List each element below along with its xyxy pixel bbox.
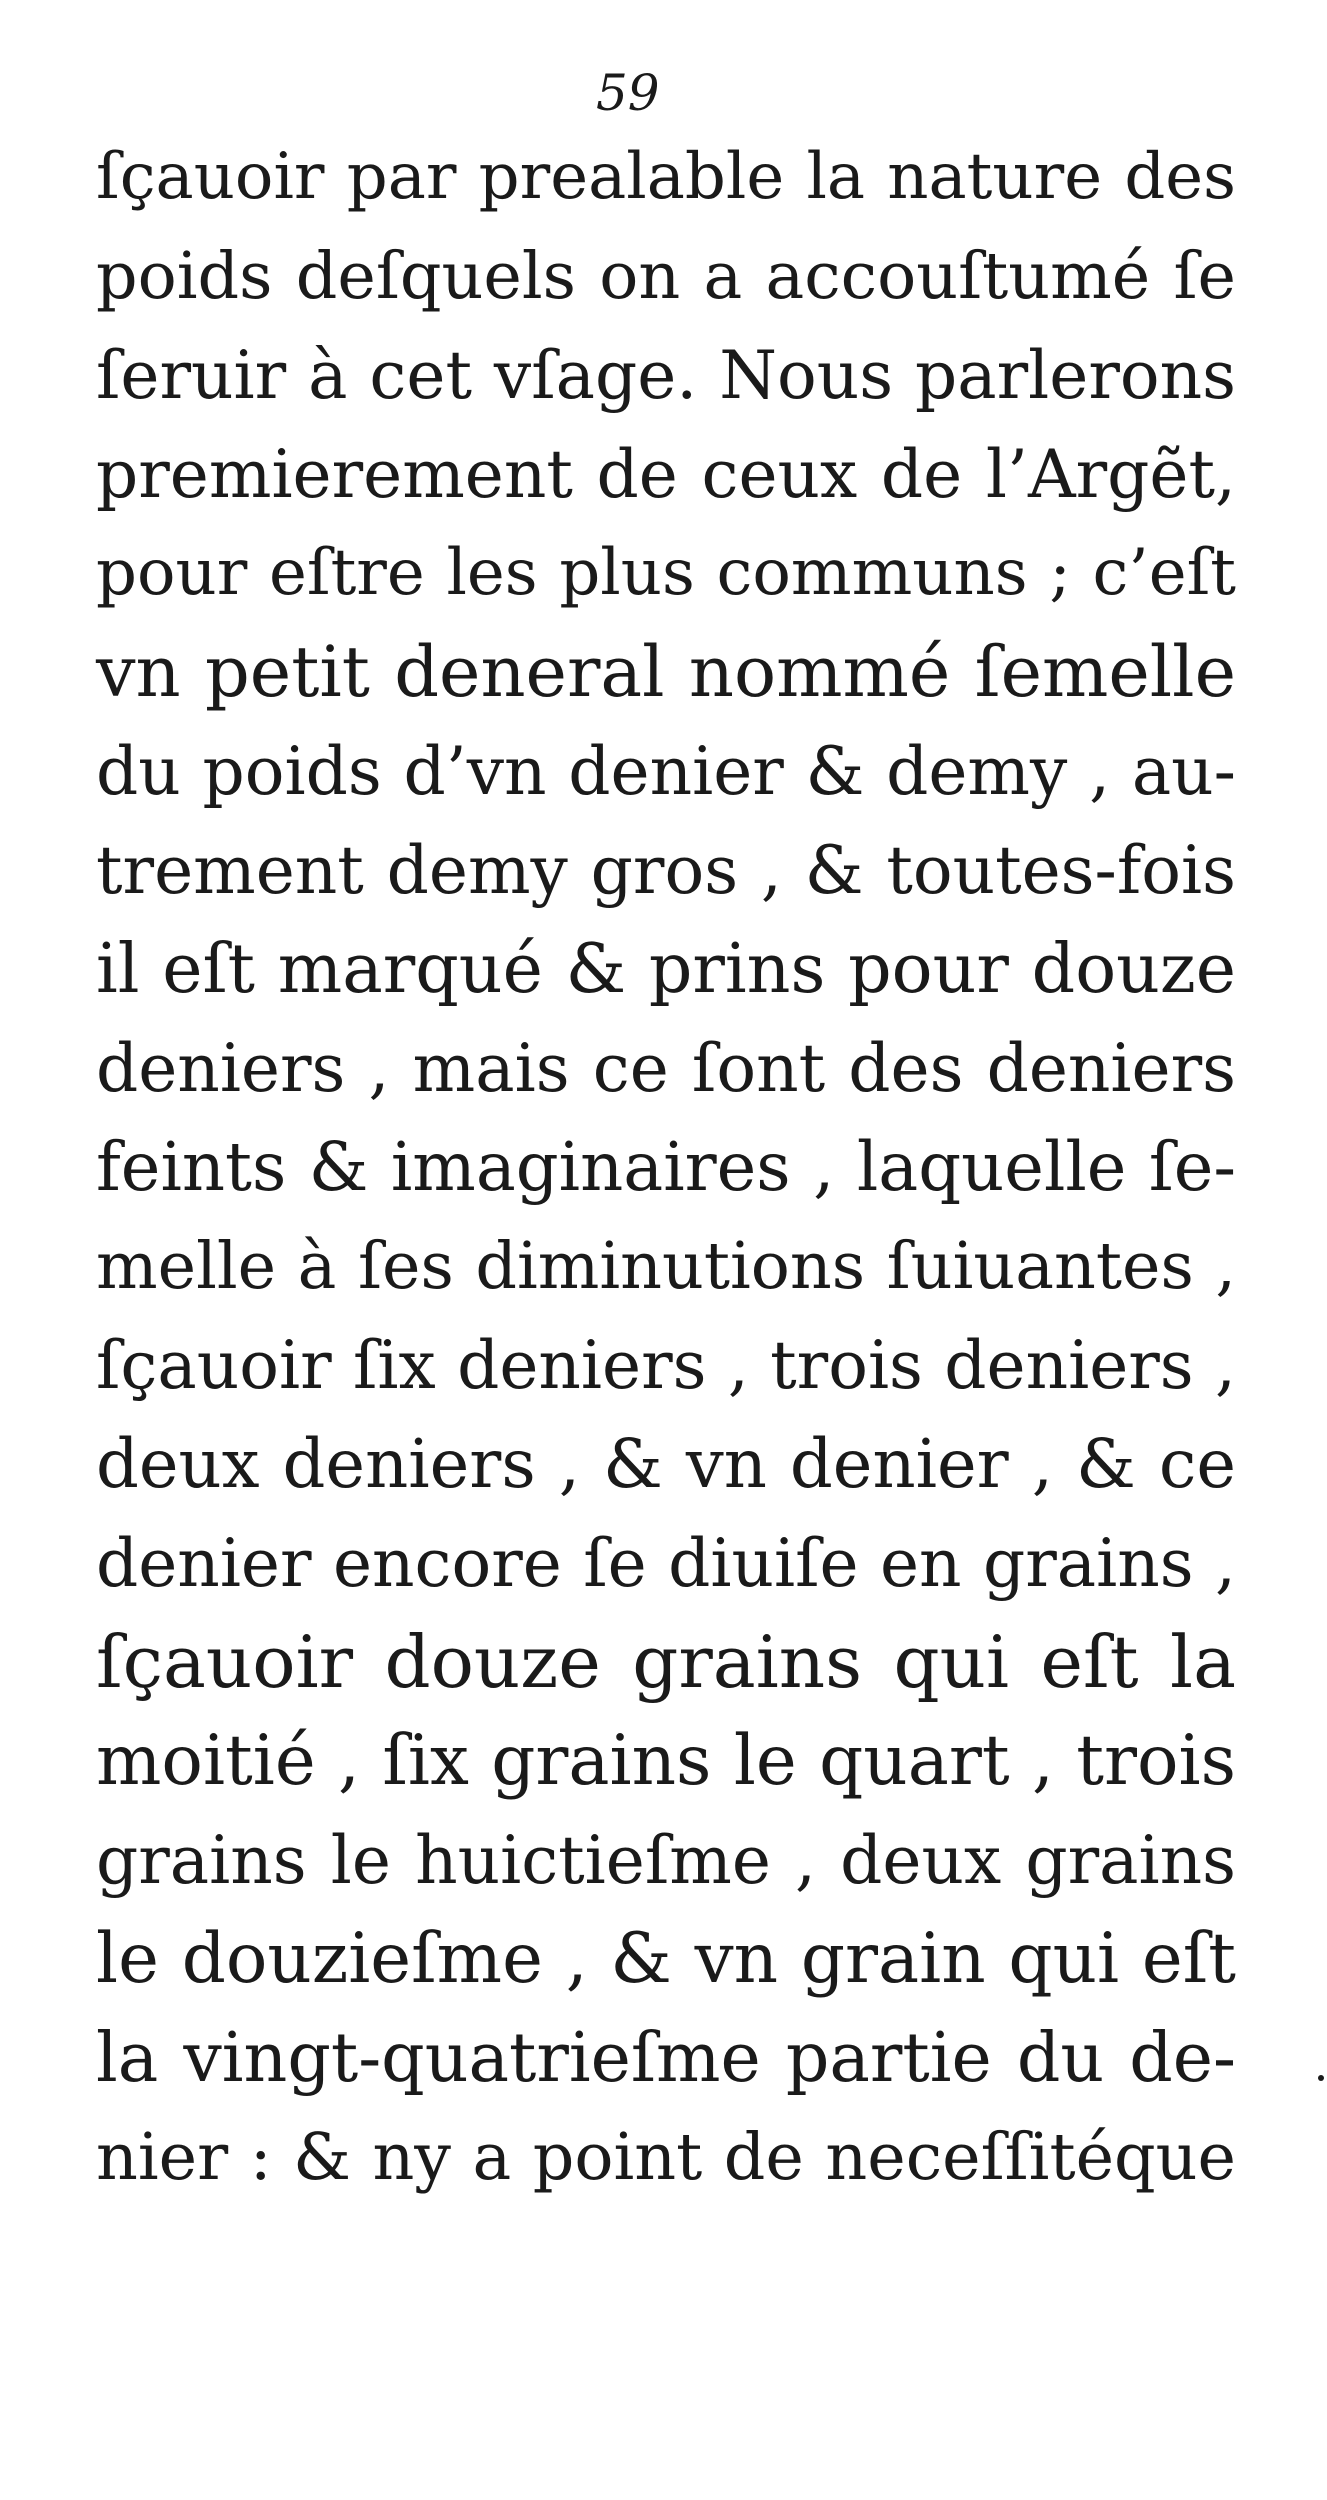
text-line: poids deſquels on a accouſtumé ſe [96, 239, 1236, 314]
text-line: le douzieſme , & vn grain qui eſt [96, 1919, 1236, 1999]
text-line: ſçauoir douze grains qui eſt la [96, 1620, 1236, 1704]
text-line: deniers , mais ce ſont des deniers [96, 1030, 1236, 1107]
text-line: moitié , ſix grains le quart , trois [96, 1721, 1236, 1801]
ink-dot [1318, 2075, 1324, 2081]
text-line: deux deniers , & vn denier , & ce [96, 1425, 1236, 1503]
body-text [96, 128, 1236, 2207]
text-line: ſçauoir par prealable la nature des [96, 140, 1236, 214]
text-line: premierement de ceux de l’Argẽt, [96, 436, 1236, 513]
text-line: denier encore ſe diuiſe en grains , [96, 1525, 1236, 1602]
text-line: melle à ſes diminutions ſuiuantes , [96, 1229, 1236, 1304]
text-line: ſeruir à cet vſage. Nous parlerons [96, 337, 1236, 414]
text-line: vn petit deneral nommé ſemelle [96, 631, 1236, 713]
text-line: la vingt-quatrieſme partie du de- [96, 2019, 1236, 2098]
text-line: trement demy gros , & toutes-fois [96, 832, 1236, 909]
text-line: du poids d’vn denier & demy , au- [96, 733, 1236, 810]
text-line: feints & imaginaires , laquelle ſe- [96, 1128, 1236, 1206]
text-line: grains le huictieſme , deux grains [96, 1822, 1236, 1899]
page-number: 59 [596, 64, 660, 122]
text-line: nier : & ny a point de neceſſitéque [96, 2120, 1236, 2195]
text-line: ſçauoir ſix deniers , trois deniers , [96, 1327, 1236, 1404]
text-line: pour eſtre les plus communs ; c’eſt [96, 536, 1236, 610]
text-line: il eſt marqué & prins pour douze [96, 930, 1236, 1009]
